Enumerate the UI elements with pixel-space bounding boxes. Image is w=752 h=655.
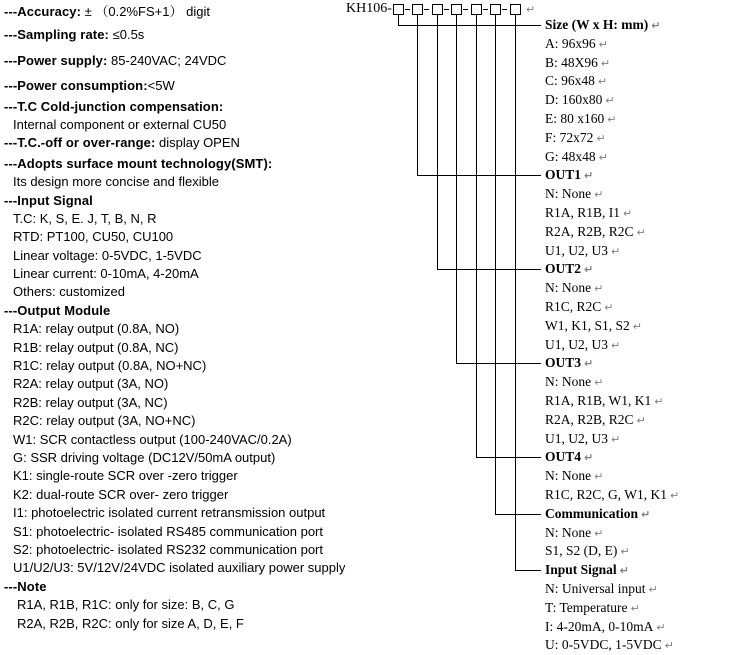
ordering-option-text: U1, U2, U3 bbox=[545, 336, 608, 352]
spec-heading-label: ---Accuracy: bbox=[4, 4, 82, 19]
ordering-option-text: I: 4-20mA, 0-10mA bbox=[545, 618, 654, 634]
ordering-option-text: T: Temperature bbox=[545, 599, 628, 615]
spec-line: I1: photoelectric isolated current retransmission output bbox=[13, 505, 326, 521]
ordering-option bbox=[545, 336, 750, 355]
ordering-group-label bbox=[545, 448, 750, 467]
paragraph-return-icon: ↵ bbox=[598, 37, 608, 51]
spec-section bbox=[4, 3, 349, 21]
paragraph-return-icon: ↵ bbox=[670, 488, 680, 502]
spec-section bbox=[4, 192, 349, 302]
order-code-box bbox=[393, 4, 404, 15]
connector-line bbox=[437, 15, 438, 269]
spec-heading-label: ---Sampling rate: bbox=[4, 27, 109, 43]
ordering-option-text: N: None bbox=[545, 186, 592, 202]
ordering-option bbox=[545, 110, 750, 129]
connector-line bbox=[515, 570, 541, 571]
spec-section bbox=[4, 134, 349, 152]
ordering-group-label-text: OUT1 bbox=[545, 167, 582, 183]
paragraph-return-icon: ↵ bbox=[641, 507, 651, 521]
spec-line: Others: customized bbox=[13, 284, 125, 300]
connector-line bbox=[515, 15, 516, 570]
ordering-option bbox=[545, 223, 750, 242]
ordering-option-text: R1A, R1B, W1, K1 bbox=[545, 392, 652, 408]
ordering-option-text: G: 48x48 bbox=[545, 148, 596, 164]
ordering-option-text: E: 80 x160 bbox=[545, 110, 605, 126]
paragraph-return-icon: ↵ bbox=[598, 150, 608, 164]
spec-heading bbox=[4, 155, 349, 173]
order-code-box bbox=[412, 4, 423, 15]
paragraph-return-icon: ↵ bbox=[630, 601, 640, 615]
ordering-option bbox=[545, 242, 750, 261]
ordering-option-text: R1C, R2C bbox=[545, 298, 602, 314]
dash-separator bbox=[405, 9, 410, 10]
spec-section bbox=[4, 77, 349, 95]
spec-heading bbox=[4, 578, 349, 596]
ordering-option bbox=[545, 599, 750, 618]
spec-line: R1A: relay output (0.8A, NO) bbox=[13, 321, 180, 337]
ordering-option-text: U1, U2, U3 bbox=[545, 430, 608, 446]
ordering-option-text: C: 96x48 bbox=[545, 73, 595, 89]
ordering-option-list bbox=[545, 16, 750, 655]
ordering-option-text: D: 160x80 bbox=[545, 92, 603, 108]
spec-line: R2C: relay output (3A, NO+NC) bbox=[13, 413, 196, 429]
paragraph-return-icon: ↵ bbox=[654, 394, 664, 408]
spec-line: G: SSR driving voltage (DC12V/50mA output) bbox=[13, 449, 276, 465]
paragraph-return-icon: ↵ bbox=[597, 75, 608, 89]
ordering-group-label bbox=[545, 166, 750, 185]
spec-line: K1: single-route SCR over -zero trigger bbox=[13, 468, 238, 484]
ordering-option-text: R1C, R2C, G, W1, K1 bbox=[545, 486, 668, 502]
ordering-option bbox=[545, 430, 750, 449]
ordering-option bbox=[545, 373, 750, 392]
ordering-option-text: R2A, R2B, R2C bbox=[545, 411, 634, 427]
spec-heading-value: display OPEN bbox=[155, 135, 240, 151]
spec-line: Linear voltage: 0-5VDC, 1-5VDC bbox=[13, 247, 202, 263]
dash-separator bbox=[424, 9, 429, 10]
ordering-group-label-text: OUT2 bbox=[545, 261, 582, 277]
connector-line bbox=[398, 25, 541, 26]
spec-heading-label: ---Input Signal bbox=[4, 192, 93, 208]
spec-line: W1: SCR contactless output (100-240VAC/0.2A) bbox=[13, 431, 292, 447]
spec-line: RTD: PT100, CU50, CU100 bbox=[13, 229, 174, 245]
spec-section bbox=[4, 52, 349, 70]
spec-heading bbox=[4, 302, 349, 320]
paragraph-return-icon: ↵ bbox=[636, 413, 646, 427]
spec-line: R1A, R1B, R1C: only for size: B, C, G bbox=[17, 597, 235, 613]
ordering-option-text: N: None bbox=[545, 524, 592, 540]
spec-line: Linear current: 0-10mA, 4-20mA bbox=[13, 266, 199, 282]
connector-line bbox=[437, 269, 541, 270]
spec-heading-label: ---T.C.-off or over-range: bbox=[4, 135, 156, 151]
spec-line: U1/U2/U3: 5V/12V/24VDC isolated auxiliary power supply bbox=[13, 560, 346, 576]
connector-line bbox=[456, 15, 457, 363]
order-code-box bbox=[490, 4, 501, 15]
spec-heading bbox=[4, 26, 349, 44]
ordering-option bbox=[545, 467, 750, 486]
ordering-group-label-text: Communication bbox=[545, 505, 639, 521]
spec-line: R1C: relay output (0.8A, NO+NC) bbox=[13, 358, 207, 374]
spec-section bbox=[4, 98, 349, 135]
spec-heading bbox=[4, 98, 349, 116]
paragraph-return-icon: ↵ bbox=[584, 451, 594, 465]
ordering-option bbox=[545, 580, 750, 599]
ordering-option-text: A: 96x96 bbox=[545, 35, 596, 51]
ordering-option bbox=[545, 298, 750, 317]
spec-line: R2A, R2B, R2C: only for size A, D, E, F bbox=[17, 615, 244, 631]
paragraph-return-icon: ↵ bbox=[656, 620, 666, 634]
spec-line: R2A: relay output (3A, NO) bbox=[13, 376, 169, 392]
spec-line: Internal component or external CU50 bbox=[13, 116, 227, 132]
spec-line: R2B: relay output (3A, NC) bbox=[13, 394, 168, 410]
paragraph-return-icon: ↵ bbox=[611, 338, 621, 352]
ordering-group-label-text: OUT3 bbox=[545, 355, 582, 371]
ordering-group-label-text: Size (W x H: mm) bbox=[545, 17, 649, 32]
ordering-option bbox=[545, 91, 750, 110]
ordering-group-label bbox=[545, 16, 750, 35]
spec-line: T.C: K, S, E. J, T, B, N, R bbox=[13, 210, 157, 226]
ordering-option-text: B: 48X96 bbox=[545, 54, 598, 70]
spec-heading-label: ---Note bbox=[4, 578, 47, 594]
spec-line: S2: photoelectric- isolated RS232 communication port bbox=[13, 541, 323, 557]
paragraph-return-icon: ↵ bbox=[596, 131, 606, 145]
ordering-option-text: R1A, R1B, I1 bbox=[545, 204, 621, 220]
ordering-group-label-text: Input Signal bbox=[545, 562, 617, 578]
spec-section bbox=[4, 578, 349, 633]
ordering-group-label bbox=[545, 505, 750, 524]
paragraph-return-icon: ↵ bbox=[584, 357, 594, 371]
spec-section bbox=[4, 26, 349, 44]
paragraph-return-icon: ↵ bbox=[619, 564, 629, 578]
dash-separator bbox=[444, 9, 449, 10]
ordering-option-text: U1, U2, U3 bbox=[545, 242, 608, 258]
ordering-option bbox=[545, 35, 750, 54]
ordering-option bbox=[545, 618, 750, 637]
ordering-option bbox=[545, 185, 750, 204]
paragraph-return-icon: ↵ bbox=[651, 19, 661, 32]
spec-heading-label: ---T.C Cold-junction compensation: bbox=[4, 98, 224, 114]
paragraph-return-icon: ↵ bbox=[594, 188, 604, 202]
ordering-option bbox=[545, 279, 750, 298]
paragraph-return-icon: ↵ bbox=[600, 56, 611, 70]
connector-line bbox=[495, 15, 496, 514]
ordering-option-text: N: Universal input bbox=[545, 580, 646, 596]
spec-line: K2: dual-route SCR over- zero trigger bbox=[13, 486, 229, 502]
order-code-box bbox=[432, 4, 443, 15]
spec-heading-value: ≤0.5s bbox=[108, 27, 145, 43]
spec-list bbox=[4, 3, 349, 633]
ordering-option bbox=[545, 542, 750, 561]
dash-separator bbox=[463, 9, 468, 10]
ordering-option-text: N: None bbox=[545, 468, 592, 484]
spec-heading-value: 85-240VAC; 24VDC bbox=[107, 52, 227, 68]
spec-heading bbox=[4, 52, 349, 70]
paragraph-return-icon: ↵ bbox=[611, 432, 621, 446]
paragraph-return-icon: ↵ bbox=[605, 94, 615, 108]
paragraph-return-icon: ↵ bbox=[594, 470, 604, 484]
spec-heading-label: ---Power supply: bbox=[4, 52, 108, 68]
spec-heading-value: ± （0.2%FS+1） digit bbox=[81, 4, 210, 19]
spec-heading bbox=[4, 134, 349, 152]
connector-line bbox=[476, 15, 477, 457]
spec-heading-value: <5W bbox=[147, 78, 175, 94]
paragraph-return-icon: ↵ bbox=[664, 639, 674, 653]
ordering-group-label-text: OUT4 bbox=[545, 449, 582, 465]
spec-heading-label: ---Adopts surface mount technology(SMT): bbox=[4, 155, 273, 171]
ordering-option bbox=[545, 411, 750, 430]
ordering-option bbox=[545, 317, 750, 336]
dash-separator bbox=[502, 9, 507, 10]
spec-line: Its design more concise and flexible bbox=[13, 174, 219, 190]
paragraph-return-icon: ↵ bbox=[594, 376, 604, 390]
connector-line bbox=[476, 457, 541, 458]
paragraph-return-icon: ↵ bbox=[632, 319, 642, 333]
ordering-option bbox=[545, 204, 750, 223]
paragraph-return-icon: ↵ bbox=[623, 206, 633, 220]
spec-section bbox=[4, 302, 349, 578]
paragraph-return-icon: ↵ bbox=[584, 169, 594, 183]
spec-section bbox=[4, 155, 349, 192]
ordering-option bbox=[545, 392, 750, 411]
order-code-box bbox=[471, 4, 482, 15]
ordering-group-label bbox=[545, 354, 750, 373]
spec-heading bbox=[4, 192, 349, 210]
ordering-option-text: N: None bbox=[545, 374, 592, 390]
paragraph-return-icon: ↵ bbox=[620, 545, 630, 559]
ordering-option-text: R2A, R2B, R2C bbox=[545, 223, 634, 239]
ordering-group-label bbox=[545, 260, 750, 279]
ordering-option bbox=[545, 636, 750, 655]
spec-heading bbox=[4, 77, 349, 95]
paragraph-return-icon: ↵ bbox=[611, 244, 621, 258]
spec-heading bbox=[4, 3, 349, 21]
ordering-option bbox=[545, 486, 750, 505]
ordering-option-text: W1, K1, S1, S2 bbox=[545, 317, 630, 333]
ordering-option bbox=[545, 129, 750, 148]
paragraph-return-icon: ↵ bbox=[594, 526, 604, 540]
ordering-option bbox=[545, 524, 750, 543]
paragraph-return-icon: ↵ bbox=[607, 112, 617, 126]
ordering-option bbox=[545, 54, 750, 73]
connector-line bbox=[495, 514, 541, 515]
ordering-option-text: F: 72x72 bbox=[545, 129, 594, 145]
paragraph-return-icon: ↵ bbox=[648, 582, 658, 596]
paragraph-return-icon: ↵ bbox=[584, 263, 594, 277]
ordering-group-label bbox=[545, 561, 750, 580]
paragraph-return-icon: ↵ bbox=[636, 225, 646, 239]
spec-heading-label: ---Power consumption: bbox=[4, 78, 148, 94]
model-prefix: KH106- bbox=[346, 1, 392, 16]
dash-separator bbox=[483, 9, 488, 10]
ordering-option-text: S1, S2 (D, E) bbox=[545, 543, 618, 559]
connector-line bbox=[417, 15, 418, 175]
connector-line bbox=[398, 15, 399, 25]
ordering-option bbox=[545, 72, 750, 91]
order-code-box bbox=[451, 4, 462, 15]
paragraph-return-icon: ↵ bbox=[526, 3, 536, 16]
ordering-option-text: N: None bbox=[545, 280, 592, 296]
connector-line bbox=[456, 363, 541, 364]
connector-line bbox=[417, 175, 541, 176]
spec-line: S1: photoelectric- isolated RS485 communication port bbox=[13, 523, 323, 539]
paragraph-return-icon: ↵ bbox=[594, 282, 604, 296]
spec-heading-label: ---Output Module bbox=[4, 302, 111, 318]
ordering-option-text: U: 0-5VDC, 1-5VDC bbox=[545, 637, 662, 653]
order-code-box bbox=[510, 4, 521, 15]
ordering-option bbox=[545, 148, 750, 167]
paragraph-return-icon: ↵ bbox=[604, 300, 614, 314]
spec-line: R1B: relay output (0.8A, NC) bbox=[13, 339, 179, 355]
